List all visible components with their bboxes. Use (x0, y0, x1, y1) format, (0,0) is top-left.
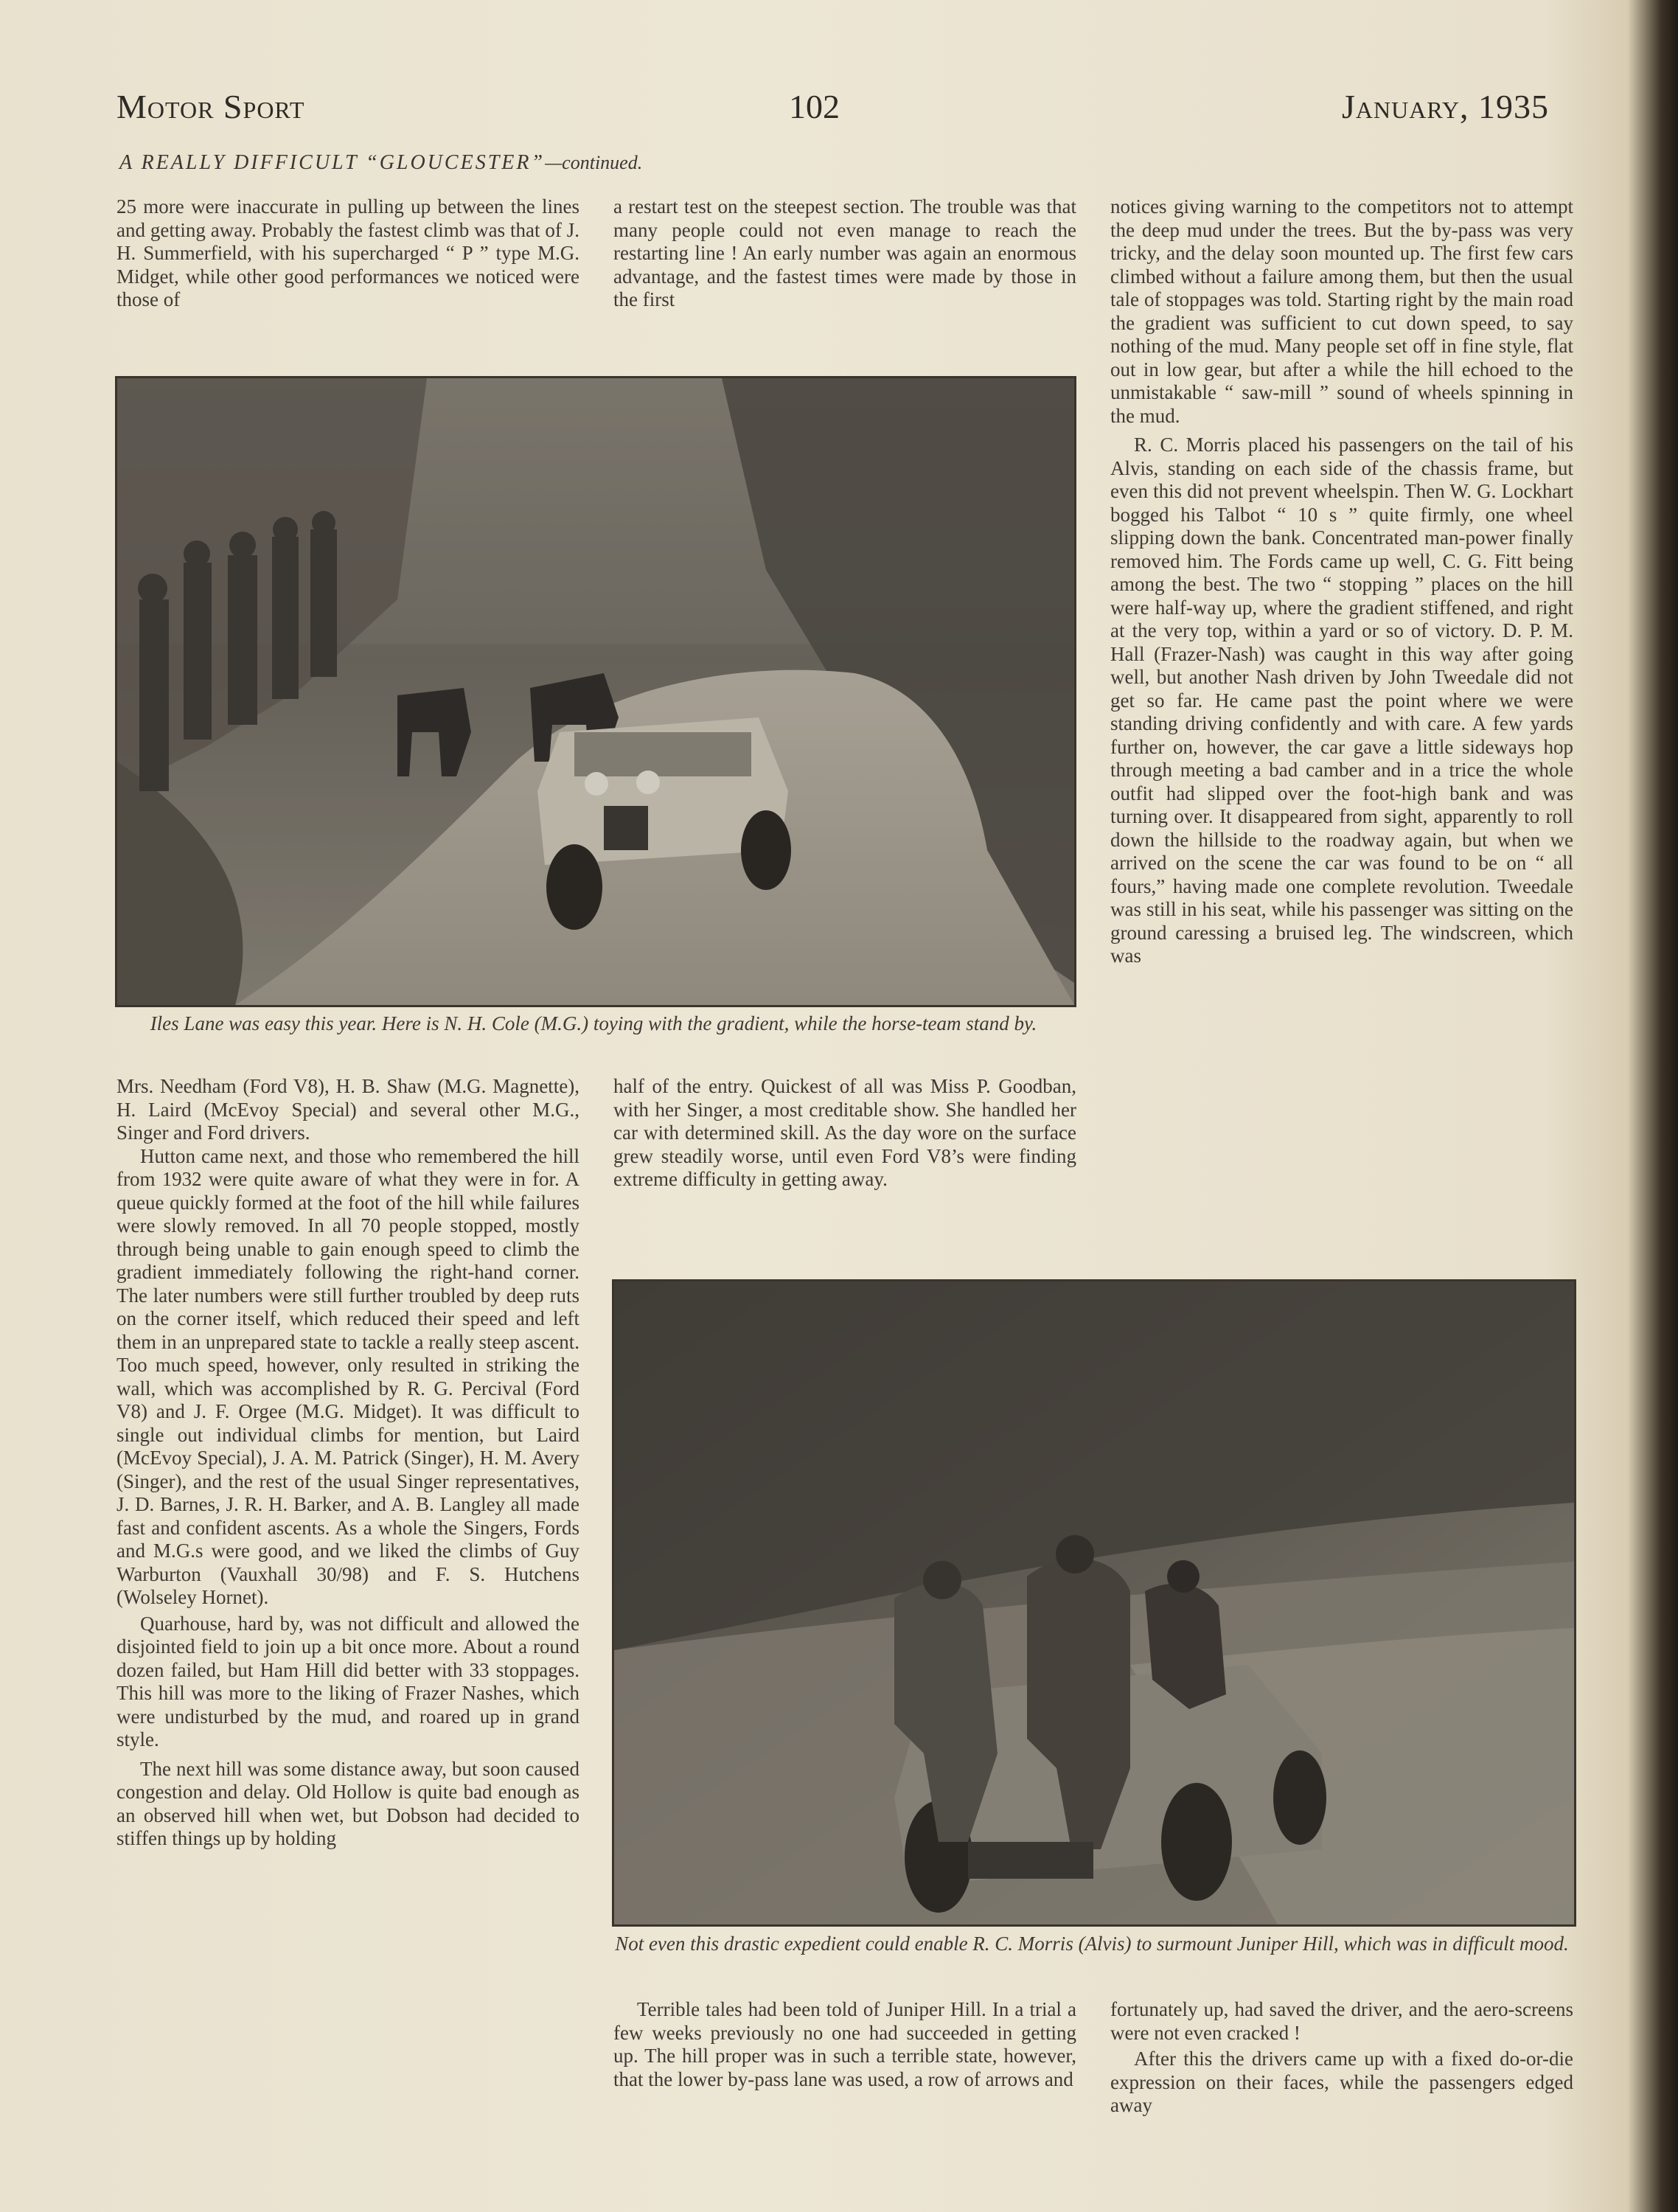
paragraph: a restart test on the steepest section. The trouble was that many people could not even manage to reach the restarting line ! An early number was again an enormous advantage, and the fastest times were made by those in the first (613, 195, 1076, 310)
paragraph: R. C. Morris placed his passengers on the tail of his Alvis, standing on each side of the chassis frame, but even this did not prevent wheelspin. Then W. G. Lockhart bogged his Talbot “ 10 s ” quite firmly, one wheel slipping down the bank. Concentrated man-power finally removed him. The Fords came up well, C. G. Fitt being among the best. The two “ stopping ” places on the hill were half-way up, where the gradient stiffened, and right at the very top, within a yard or so of victory. D. P. M. Hall (Frazer-Nash) was caught in this way after going well, but another Nash driven by John Tweedale did not get so far. He came past the point where we were standing driving confidently and with care. A few yards further on, however, the car gave a little sideways hop through meeting a bad camber and in a trice the whole outfit had slipped over the foot-high bank and was turning over. It disappeared from sight, apparently to roll down the hillside to the roadway again, but when we arrived on the scene the car was found to be on “ all fours,” having made one complete revolution. Tweedale was still in his seat, while his passenger was sitting on the ground caressing a bruised leg. The windscreen, which was (1110, 434, 1573, 967)
paragraph: The next hill was some distance away, but soon caused congestion and delay. Old Hollow is quite bad enough as an observed hill when wet, but Dobson had decided to stiffen things up by holding (116, 1757, 579, 1849)
column-2-middle (613, 1075, 1076, 1192)
article-continued-title (119, 151, 642, 175)
column-1-top (116, 195, 579, 312)
photo-iles-lane-image (117, 378, 1074, 1005)
column-2-bottom (613, 1998, 1076, 2091)
paragraph: 25 more were inaccurate in pulling up between the lines and getting away. Probably the fastest climb was that of J. H. Summerfield, with his supercharged “ P ” type M.G. Midget, while other good performances we noticed were those of (116, 195, 579, 310)
photo-juniper-hill-image (614, 1281, 1574, 1924)
column-3-bottom (1110, 1998, 1573, 2118)
column-1-bottom (116, 1075, 579, 1851)
paragraph: Mrs. Needham (Ford V8), H. B. Shaw (M.G. Magnette), H. Laird (McEvoy Special) and several other M.G., Singer and Ford drivers. (116, 1075, 579, 1144)
photo-iles-lane-caption: Iles Lane was easy this year. Here is N. H. Cole (M.G.) toying with the gradient, while the horse-team stand by. (150, 1012, 1037, 1034)
column-2-top (613, 195, 1076, 312)
photo-iles-lane (115, 376, 1076, 1007)
photo-juniper-hill-caption: Not even this drastic expedient could enable R. C. Morris (Alvis) to surmount Juniper Hill, which was in difficult mood. (615, 1933, 1569, 1955)
paragraph: notices giving warning to the competitors not to attempt the deep mud under the trees. But the by-pass was very tricky, and the delay soon mounted up. The first few cars climbed without a failure among them, but then the usual tale of stoppages was told. Starting right by the main road the gradient was sufficient to cut down speed, to say nothing of the mud. Many people set off in fine style, flat out in low gear, but after a while the hill echoed to the unmistakable “ saw-mill ” sound of wheels spinning in the mud. (1110, 195, 1573, 427)
column-3 (1110, 195, 1573, 968)
paragraph: After this the drivers came up with a fixed do-or-die expression on their faces, while the passengers edged away (1110, 2048, 1573, 2116)
paragraph: Quarhouse, hard by, was not difficult and allowed the disjointed field to join up a bit once more. About a round dozen failed, but Ham Hill did better with 33 stoppages. This hill was more to the liking of Frazer Nashes, which were undisturbed by the mud, and roared up in grand style. (116, 1612, 579, 1750)
paragraph: half of the entry. Quickest of all was Miss P. Goodban, with her Singer, a most creditable show. She handled her car with determined skill. As the day wore on the surface grew steadily worse, until even Ford V8’s were finding extreme difficulty in getting away. (613, 1075, 1076, 1190)
article-title: A REALLY DIFFICULT “GLOUCESTER” (119, 151, 546, 174)
paragraph: Terrible tales had been told of Juniper Hill. In a trial a few weeks previously no one had succeeded in getting up. The hill proper was in such a terrible state, however, that the lower by-pass lane was used, a row of arrows and (613, 1998, 1076, 2090)
page-number: 102 (789, 88, 840, 125)
paragraph: fortunately up, had saved the driver, and the aero-screens were not even cracked ! (1110, 1998, 1573, 2044)
continued-label: —continued. (545, 152, 643, 173)
issue-date: January, 1935 (1342, 88, 1550, 125)
paragraph: Hutton came next, and those who remembered the hill from 1932 were quite aware of what they were in for. A queue quickly formed at the foot of the hill while failures were slowly removed. In all 70 people stopped, mostly through being unable to gain enough speed to climb the gradient immediately following the right-hand corner. The later numbers were still further troubled by deep ruts on the corner itself, which reduced their speed and left them in an unprepared state to tackle a really steep ascent. Too much speed, however, only resulted in striking the wall, which was accomplished by R. G. Percival (Ford V8) and J. F. Orgee (M.G. Midget). It was difficult to single out individual climbs for mention, but Laird (McEvoy Special), J. A. M. Patrick (Singer), H. M. Avery (Singer), and the rest of the usual Singer representatives, J. D. Barnes, J. R. H. Barker, and A. B. Langley all made fast and confident ascents. As a whole the Singers, Fords and M.G.s were good, and we liked the climbs of Guy Warburton (Vauxhall 30/98) and F. S. Hutchens (Wolseley Hornet). (116, 1144, 579, 1608)
photo-juniper-hill (612, 1279, 1576, 1927)
magazine-title: Motor Sport (116, 88, 305, 125)
